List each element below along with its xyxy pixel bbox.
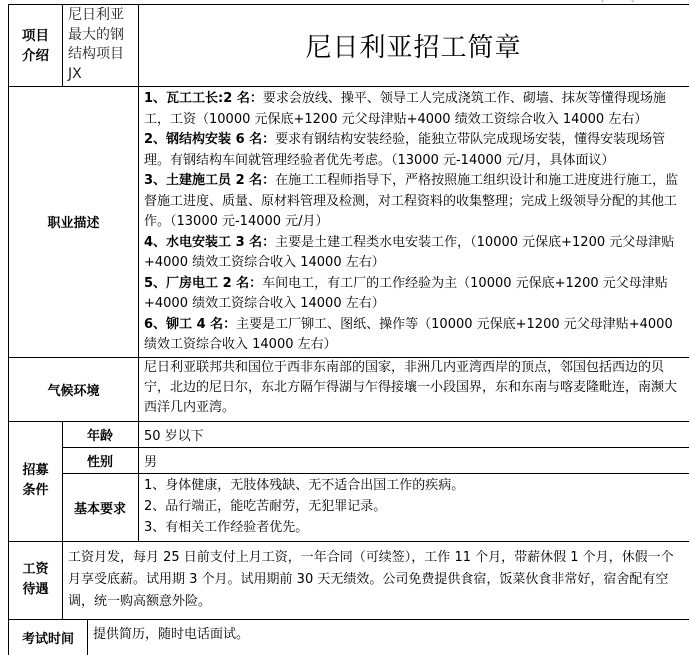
job-item: 1、瓦工工长:2 名：要求会放线、操平、领导工人完成浇筑工作、砌墙、抹灰等懂得现场施工，工资（10000 元保底+1200 元父母津贴+4000 绩效工资综合收入 14000 左右） xyxy=(144,91,666,127)
project-intro-label: 项目介绍 xyxy=(8,4,63,87)
climate-label: 气候环境 xyxy=(8,357,139,422)
basic-requirements-label: 基本要求 xyxy=(62,473,139,542)
job-item: 2、钢结构安装 6 名：要求有钢结构安装经验，能独立带队完成现场安装，懂得安装现场管理。有钢结构车间就管理经验者优先考虑。（13000 元-14000 元/月，具体面议） xyxy=(144,132,666,168)
age-label: 年龄 xyxy=(62,421,139,448)
salary-label: 工资待遇 xyxy=(8,541,63,620)
climate-text: 尼日利亚联邦共和国位于西非东南部的国家，非洲几内亚湾西岸的顶点，邻国包括西边的贝宁，北边的尼日尔，东北方隔乍得湖与乍得接壤一小段国界，东和东南与喀麦隆毗连，南濒大西洋几内亚湾。 xyxy=(138,357,689,422)
job-item: 5、厂房电工 2 名：车间电工，有工厂的工作经验为主（10000 元保底+1200 元父母津贴+4000 绩效工资综合收入 14000 左右） xyxy=(144,275,668,311)
requirement-item: 3、有相关工作经验者优先。 xyxy=(144,520,309,535)
exam-time-text: 提供简历，随时电话面试。 xyxy=(93,627,250,642)
page-title: 尼日利亚招工简章 xyxy=(138,4,689,87)
project-name: 尼日利亚最大的钢结构项目JX xyxy=(62,4,139,87)
requirement-item: 1、身体健康，无肢体残缺、无不适合出国工作的疾病。 xyxy=(144,478,465,493)
basic-requirements-list xyxy=(138,473,689,542)
salary-text: 工资月发，每月 25 日前支付上月工资，一年合同（可续签），工作 11 个月，带薪休假 1 个月，休假一个月享受底薪。试用期 3 个月。试用期前 30 天无绩效。公司免费提供食宿，饭菜伙食非常好，宿舍配有空调，统一购高额意外险。 xyxy=(62,541,689,620)
job-description-label: 职业描述 xyxy=(8,86,139,358)
exam-time-label: 考试时间 xyxy=(8,619,88,655)
job-item: 3、土建施工员 2 名：在施工工程师指导下，严格按照施工组织设计和施工进度进行施工，监督施工进度、质量、原材料管理及检测，对工程资料的收集整理；完成上级领导分配的其他工作。（13000 元-14000 元/月） xyxy=(144,173,679,229)
job-item: 6、铆工 4 名：主要是工厂铆工、图纸、操作等（10000 元保底+1200 元父母津贴+4000 绩效工资综合收入 14000 左右） xyxy=(144,316,673,352)
gender-label: 性别 xyxy=(62,447,139,474)
job-item: 4、水电安装工 3 名：主要是土建工程类水电安装工作，（10000 元保底+1200 元父母津贴+4000 绩效工资综合收入 14000 左右） xyxy=(144,234,675,270)
gender-value: 男 xyxy=(138,447,689,474)
requirements-label: 招募条件 xyxy=(8,421,63,542)
requirement-item: 2、品行端正，能吃苦耐劳，无犯罪记录。 xyxy=(144,499,387,514)
job-description-list xyxy=(138,86,689,358)
corner-mark: ˇ ˇ xyxy=(600,0,636,11)
age-value: 50 岁以下 xyxy=(138,421,689,448)
